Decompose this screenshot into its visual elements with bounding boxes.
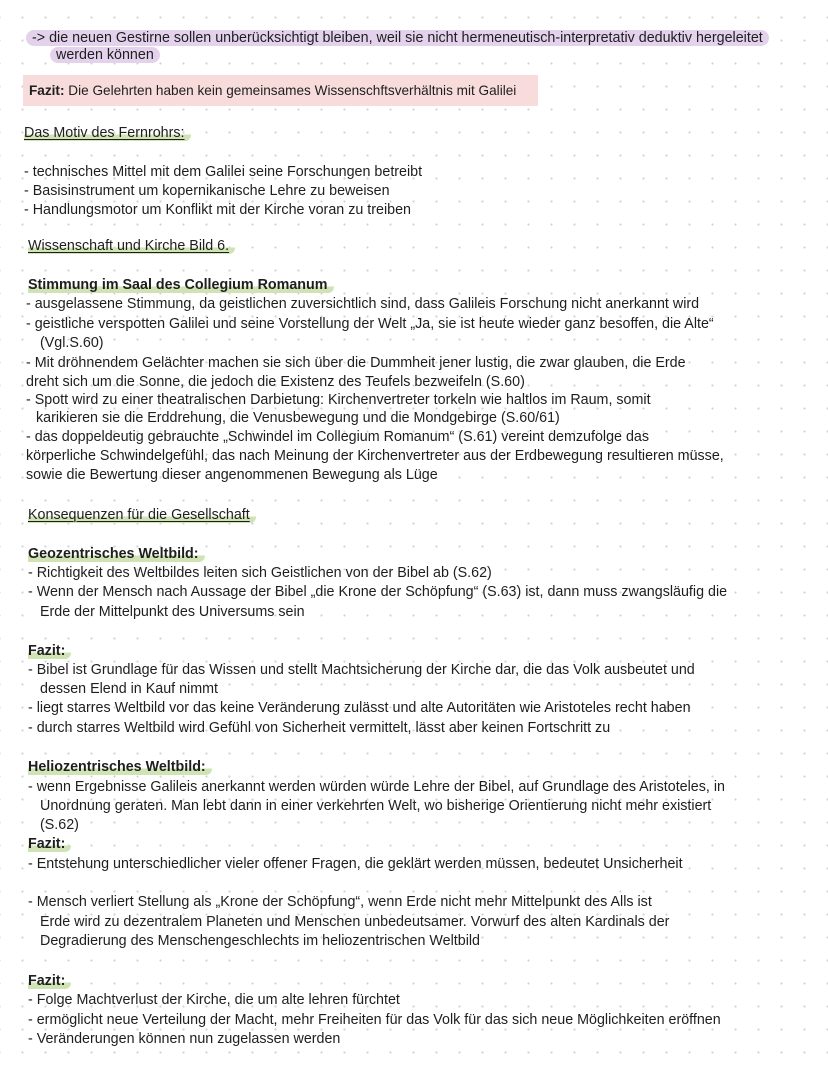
intro-line-1: -> die neuen Gestirne sollen unberücksichtigt bleiben, weil sie nicht hermeneutisch-interpretativ deduktiv hergeleitet — [26, 29, 769, 48]
stimmung-line: - das doppeldeutig gebrauchte „Schwindel im Collegium Romanum“ (S.61) vereint demzufolge das — [26, 429, 650, 445]
heliozentrisch-fazit2-label: Fazit: — [28, 972, 71, 991]
geozentrisch-fazit-line: dessen Elend in Kauf nimmt — [40, 681, 219, 697]
heliozentrisch-mensch-line: Erde wird zu dezentralem Planeten und Menschen unbedeutsamer. Vorwurf des alten Kardinals der — [40, 914, 670, 930]
fernrohr-heading: Das Motiv des Fernrohrs: — [24, 124, 191, 143]
konsequenzen-heading: Konsequenzen für die Gesellschaft — [28, 506, 256, 525]
geozentrisch-heading: Geozentrisches Weltbild: — [28, 545, 205, 564]
heliozentrisch-line: (S.62) — [40, 817, 79, 833]
geozentrisch-line: Erde der Mittelpunkt des Universums sein — [40, 604, 305, 620]
intro-line-2: werden können — [50, 46, 160, 65]
geozentrisch-fazit-line: - durch starres Weltbild wird Gefühl von Sicherheit vermittelt, lässt aber keinen Fortschritt zu — [28, 720, 611, 736]
heliozentrisch-fazit1-line: - Entstehung unterschiedlicher vieler offener Fragen, die geklärt werden müssen, bedeutet Unsicherheit — [28, 856, 683, 872]
geozentrisch-fazit-label: Fazit: — [28, 642, 71, 661]
heliozentrisch-mensch-line: - Mensch verliert Stellung als „Krone der Schöpfung“, wenn Erde nicht mehr Mittelpunkt des Alls ist — [28, 894, 652, 910]
stimmung-heading: Stimmung im Saal des Collegium Romanum — [28, 276, 334, 295]
stimmung-line: (Vgl.S.60) — [40, 335, 104, 351]
heliozentrisch-line: - wenn Ergebnisse Galileis anerkannt werden würden würde Lehre der Bibel, auf Grundlage des Aristoteles, in — [28, 779, 725, 795]
stimmung-line: dreht sich um die Sonne, die jedoch die Existenz des Teufels bezweifeln (S.60) — [26, 374, 525, 390]
heliozentrisch-mensch-line: Degradierung des Menschengeschlechts im heliozentrischen Weltbild — [40, 933, 480, 949]
heliozentrisch-fazit1-label: Fazit: — [28, 835, 71, 854]
heliozentrisch-fazit2-line: - ermöglicht neue Verteilung der Macht, mehr Freiheiten für das Volk für das sich neue Möglichkeiten eröffnen — [28, 1012, 721, 1028]
stimmung-line: - ausgelassene Stimmung, da geistlichen zuversichtlich sind, dass Galileis Forschung nicht anerkannt wird — [26, 296, 700, 312]
stimmung-line: - geistliche verspotten Galilei und seine Vorstellung der Welt „Ja, sie ist heute wieder ganz besoffen, die Alte“ — [26, 316, 714, 332]
heliozentrisch-fazit2-line: - Folge Machtverlust der Kirche, die um alte lehren fürchtet — [28, 992, 400, 1008]
fernrohr-item: - Handlungsmotor um Konflikt mit der Kirche voran zu treiben — [24, 202, 411, 218]
fazit-box — [23, 75, 538, 106]
wissenschaft-heading: Wissenschaft und Kirche Bild 6. — [28, 237, 235, 256]
stimmung-line: - Mit dröhnendem Gelächter machen sie sich über die Dummheit jener lustig, die zwar glauben, die Erde — [26, 355, 686, 371]
stimmung-line: karikieren sie die Erddrehung, die Venusbewegung und die Mondgebirge (S.60/61) — [36, 410, 560, 426]
fazit-box-text: Fazit: Die Gelehrten haben kein gemeinsames Wissenschftsverhältnis mit Galilei — [29, 83, 517, 98]
stimmung-line: - Spott wird zu einer theatralischen Darbietung: Kirchenvertreter torkeln wie haltlos im Raum, somit — [26, 392, 651, 408]
stimmung-line: sowie die Bewertung dieser angenommenen Bewegung als Lüge — [26, 467, 438, 483]
geozentrisch-fazit-line: - Bibel ist Grundlage für das Wissen und stellt Machtsicherung der Kirche dar, die das Volk ausbeutet und — [28, 662, 695, 678]
stimmung-line: körperliche Schwindelgefühl, das nach Meinung der Kirchenvertreter aus der Erdbewegung resultieren müsse, — [26, 448, 724, 464]
geozentrisch-line: - Richtigkeit des Weltbildes leiten sich Geistlichen von der Bibel ab (S.62) — [28, 565, 492, 581]
heliozentrisch-line: Unordnung geraten. Man lebt dann in einer verkehrten Welt, wo bisherige Orientierung nicht mehr existiert — [40, 798, 712, 814]
geozentrisch-line: - Wenn der Mensch nach Aussage der Bibel „die Krone der Schöpfung“ (S.63) ist, dann muss zwangsläufig die — [28, 584, 728, 600]
fernrohr-item: - Basisinstrument um kopernikanische Lehre zu beweisen — [24, 183, 390, 199]
heliozentrisch-heading: Heliozentrisches Weltbild: — [28, 758, 212, 777]
fernrohr-item: - technisches Mittel mit dem Galilei seine Forschungen betreibt — [24, 164, 423, 180]
heliozentrisch-fazit2-line: - Veränderungen können nun zugelassen werden — [28, 1031, 341, 1047]
geozentrisch-fazit-line: - liegt starres Weltbild vor das keine Veränderung zulässt und alte Autoritäten wie Aristoteles recht haben — [28, 700, 691, 716]
